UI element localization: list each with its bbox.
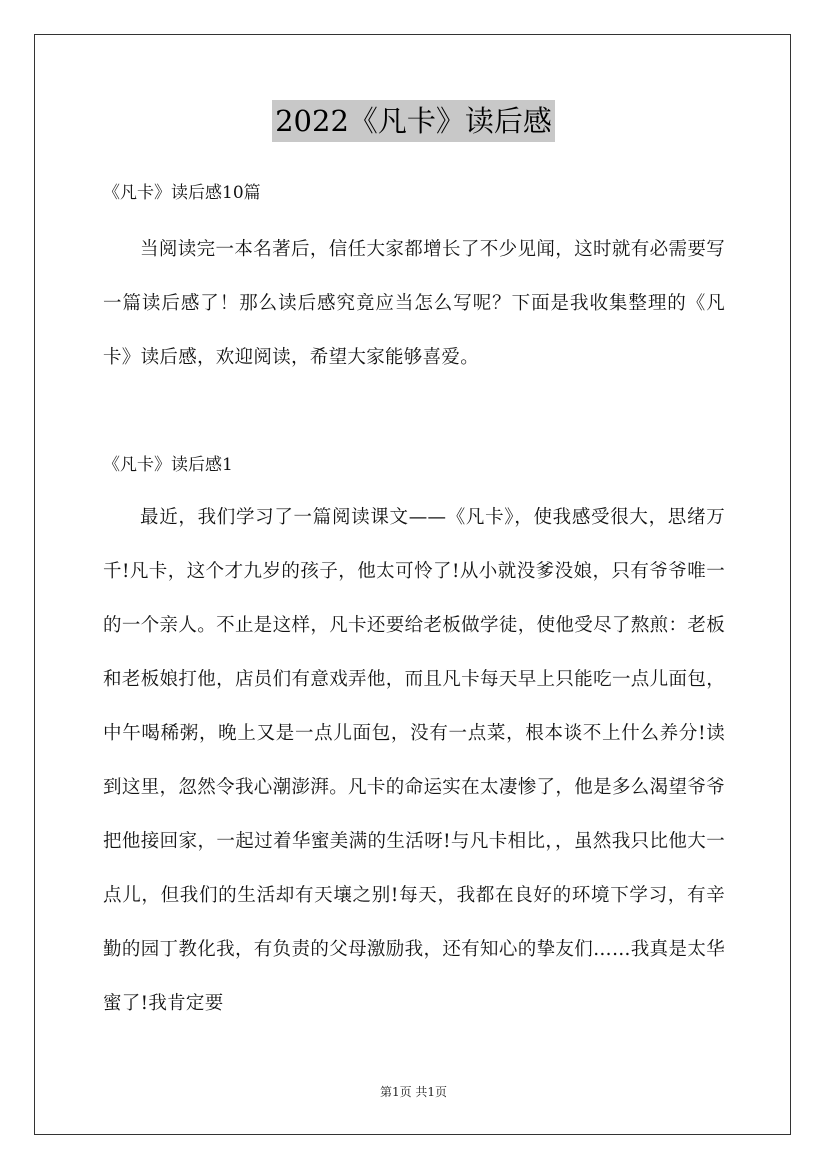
- document-subtitle: 《凡卡》读后感10篇: [103, 183, 261, 203]
- intro-paragraph: 当阅读完一本名著后，信任大家都增长了不少见闻，这时就有必需要写一篇读后感了！那么读后感究竟应当怎么写呢？下面是我收集整理的《凡卡》读后感，欢迎阅读，希望大家能够喜爱。: [103, 239, 725, 368]
- section-heading: 《凡卡》读后感1: [103, 455, 233, 475]
- document-title: 2022《凡卡》读后感: [272, 100, 555, 142]
- page-footer: 第1页 共1页: [379, 1085, 448, 1099]
- title-container: [0, 100, 827, 142]
- body-paragraph: 最近，我们学习了一篇阅读课文——《凡卡》，使我感受很大，思绪万千!凡卡，这个才九岁的孩子，他太可怜了!从小就没爹没娘，只有爷爷唯一的一个亲人。不止是这样，凡卡还要给老板做学徒，使他受尽了熬煎：老板和老板娘打他，店员们有意戏弄他，而且凡卡每天早上只能吃一点儿面包，中午喝稀粥，晚上又是一点儿面包，没有一点菜，根本谈不上什么养分!读到这里，忽然令我心潮澎湃。凡卡的命运实在太凄惨了，他是多么渴望爷爷把他接回家，一起过着华蜜美满的生活呀!与凡卡相比，，虽然我只比他大一点儿，但我们的生活却有天壤之别!每天，我都在良好的环境下学习，有辛勤的园丁教化我，有负责的父母激励我，还有知心的挚友们……我真是太华蜜了!我肯定要: [103, 507, 725, 1014]
